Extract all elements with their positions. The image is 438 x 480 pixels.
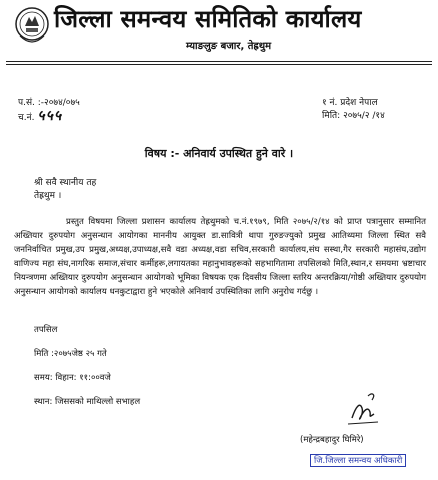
signature-icon <box>338 388 388 430</box>
province-line: १ नं. प्रदेश नेपाल <box>322 98 378 108</box>
details-block <box>34 324 140 420</box>
letter-date: मिति: २०७५/२ /१४ <box>322 111 385 121</box>
details-date: मिति :२०७५जेष्ठ २५ गते <box>34 349 107 359</box>
recipient-line-2: तेह्रथुम । <box>34 191 62 201</box>
recipient-block <box>34 177 96 203</box>
details-heading: तपसिल <box>34 325 58 335</box>
signatory-name: (महेन्द्रबहादुर घिमिरे) <box>300 435 364 445</box>
reference-block <box>18 97 80 125</box>
recipient-line-1: श्री सवै स्थानीय तह <box>34 178 97 188</box>
chalani-label: च.नं. <box>18 113 35 123</box>
designation-stamp: जि.जिल्ला समन्वय अधिकारी <box>310 454 406 467</box>
header-rule <box>6 61 432 62</box>
letter-subject: विषय :- अनिवार्य उपस्थित हुने वारे । <box>144 147 294 160</box>
letter-body: प्रस्तुत विषयमा जिल्ला प्रशासन कार्यालय तेह्रथुमको च.नं.१९७९, मिति २०७५/२/१४ को प्राप्त पत्रानुसार सम्मानित अख्तियार दुरुपयोग अनुसन्धान आयोगका माननीय आयुक्त डा.सावित्री थापा गुरुङज्युको प्रमुख आतिथ्यमा जिल्ला स्थित सवै जननिर्वाचित प्रमुख,उप प्रमुख,अध्यक्ष,उपाध्यक्ष,सवै वडा अध्यक्ष,वडा सचिव,सरकारी कार्यालय,संघ सस्था,गैर सरकारी महासंघ,उद्योग वाणिज्य महा संघ,नागरिक समाज,संचार कर्मीहरू,लगायतका महानुभावहरूको सहभागितामा तपसिलको मिति,स्थान,र समयमा भ्रष्टाचार नियन्त्रणमा अख्तियार दुरुपयोग अनुसन्धान आयोगको भूमिका विषयक एक दिवसीय जिल्ला स्तरिय अन्तरक्रिया/गोष्ठी अख्तियार दुरुपयोग अनुसन्धान आयोगको कार्यालय धनकुटाद्वारा हुने भएकोले अनिवार्य उपस्थितिका लागि अनुरोध गर्दछु । <box>14 217 426 297</box>
patra-sankhya: प.सं. :-२०७४/०७५ <box>18 98 80 108</box>
chalani-number: ५५५ <box>37 108 63 124</box>
office-info-block <box>322 97 385 123</box>
details-venue: स्थान: जिससको माथिल्लो सभाहल <box>34 397 141 407</box>
nepal-emblem-icon <box>14 4 50 48</box>
header-rule-double <box>6 64 432 65</box>
office-name: जिल्ला समन्वय समितिको कार्यालय <box>54 5 362 33</box>
chalani-line <box>18 110 80 125</box>
details-time: समय: विहान: ११:००वजे <box>34 373 111 383</box>
office-address: म्याङलुङ बजार, तेह्रथुम <box>186 41 272 52</box>
